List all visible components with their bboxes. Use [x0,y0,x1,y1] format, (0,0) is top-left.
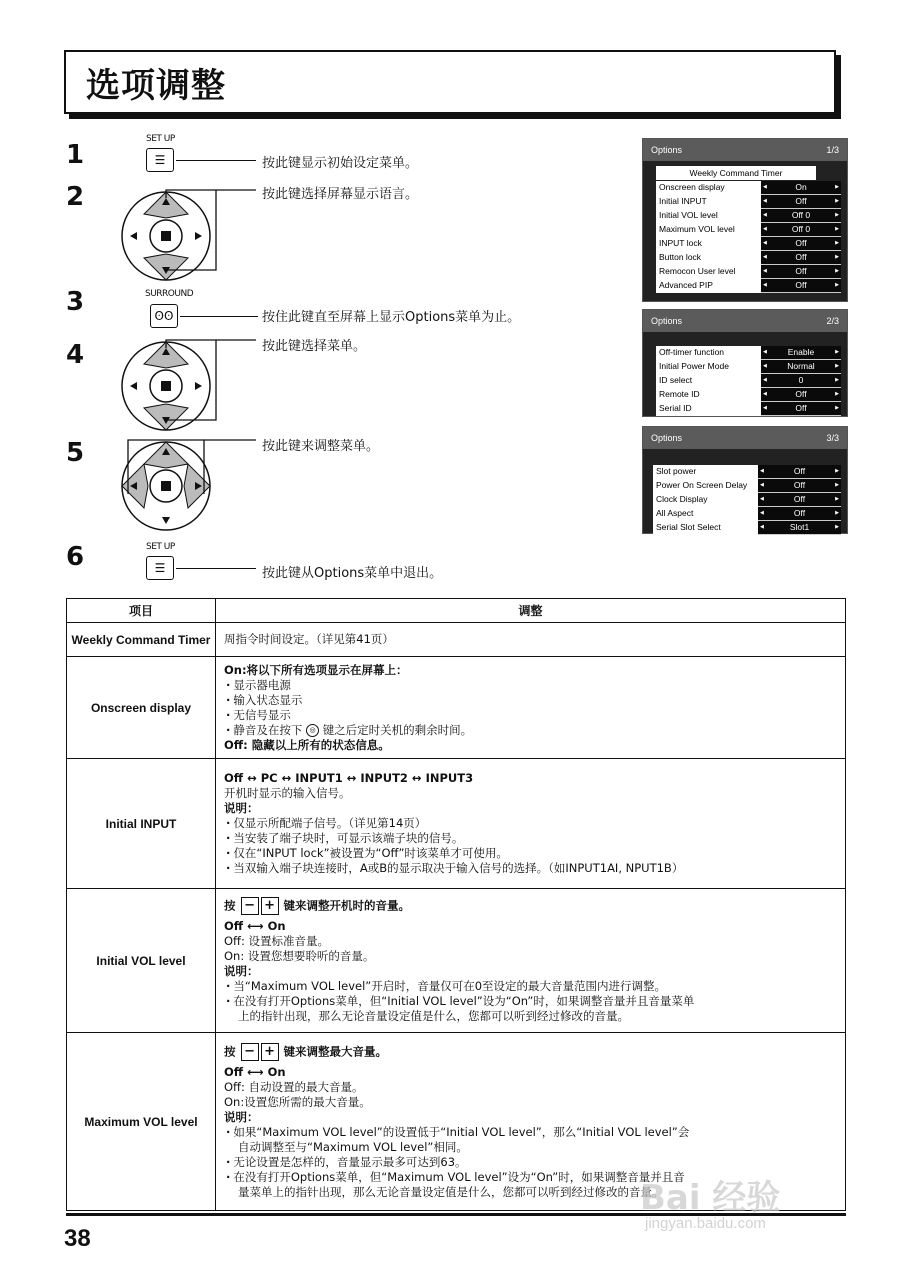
menu-feature-row[interactable]: Weekly Command Timer [656,166,841,180]
options-menu-page-3 [642,426,848,534]
menu-row[interactable]: Button lock ◀ Off ▶ [656,251,841,265]
menu-title: Options [651,316,683,326]
setup-button-label: SET UP [146,134,175,144]
menu-row[interactable]: Remocon User level ◀ Off ▶ [656,265,841,279]
step-number-3: 3 [66,287,85,317]
menu-row[interactable]: Off-timer function ◀ Enable ▶ [656,346,841,360]
leader-line [176,568,256,569]
vol-minus-icon: − [241,897,259,915]
menu-row[interactable]: Advanced PIP ◀ Off ▶ [656,279,841,293]
page-title: 选项调整 [86,66,226,106]
menu-page-indicator: 1/3 [826,145,839,155]
step-number-1: 1 [66,140,85,170]
menu-row[interactable]: Serial ID ◀ Off ▶ [656,402,841,416]
row-desc-max-vol: 按 − + 键来调整最大音量。 Off ⟷ On Off: 自动设置的最大音量。 On:设置您所需的最大音量。 说明： · 如果“Maximum VOL level”的设置低于“Initial VOL level”，那么“Initial VOL level”会 自动调整至与“Maximum VOL level”相同。 · 无论设置是怎样的，音量显示最多可达到63。 · 在没有打开Options菜单，但“Maximum VOL level”设为“On”时，如果调整音量并且音 量菜单上的指针出现，那么无论音量设定值是什么，您都可以听到经过修改的音量。 [216,1033,846,1211]
row-desc-initial-input: Off ↔ PC ↔ INPUT1 ↔ INPUT2 ↔ INPUT3 开机时显示的输入信号。 说明： · 仅显示所配端子信号。（详见第14页） · 当安装了端子块时，可显示该端子块的信号。 · 仅在“INPUT lock”被设置为“Off”时该菜单才可使用。 · 当双输入端子块连接时，A或B的显示取决于输入信号的选择。（如INPUT1AI, NPUT1B） [216,759,846,889]
menu-row[interactable]: Maximum VOL level ◀ Off 0 ▶ [656,223,841,237]
table-row [67,623,846,657]
row-item-onscreen: Onscreen display [67,657,216,759]
row-desc-initial-vol: 按 − + 键来调整开机时的音量。 Off ⟷ On Off: 设置标准音量。 On: 设置您想要聆听的音量。 说明： · 当“Maximum VOL level”开启时，音量仅可在0至设定的最大音量范围内进行调整。 · 在没有打开Options菜单，但“Initial VOL level”设为“On”时，如果调整音量并且音量菜单 上的指针出现，那么无论音量设定值是什么，您都可以听到经过修改的音量。 [216,889,846,1033]
table-row [67,889,846,1033]
menu-row[interactable]: Power On Screen Delay ◀ Off ▶ [653,479,841,493]
watermark-url: jingyan.baidu.com [645,1215,766,1232]
menu-row[interactable]: Initial Power Mode ◀ Normal ▶ [656,360,841,374]
direction-pad-icon [118,178,258,288]
table-header-adjust: 调整 [216,599,846,623]
options-menu-page-1 [642,138,848,302]
table-row [67,657,846,759]
vol-plus-icon: + [261,897,279,915]
setup-button-icon: ☰ [146,148,174,172]
surround-button-icon: ʘʘ [150,304,178,328]
leader-line [176,160,256,161]
step-4-instruction: 按此键选择菜单。 [262,339,367,354]
row-item-initial-vol: Initial VOL level [67,889,216,1033]
step-number-6: 6 [66,542,85,572]
setup-button-label: SET UP [146,542,175,552]
menu-row[interactable]: Serial Slot Select ◀ Slot1 ▶ [653,521,841,535]
row-item-max-vol: Maximum VOL level [67,1033,216,1211]
recall-button-icon: ◎ [306,724,319,737]
vol-minus-icon: − [241,1043,259,1061]
menu-row[interactable]: Slot power ◀ Off ▶ [653,465,841,479]
menu-header [643,427,847,449]
step-3-instruction: 按住此键直至屏幕上显示Options菜单为止。 [262,310,521,325]
step-2-instruction: 按此键选择屏幕显示语言。 [262,187,419,202]
step-5-instruction: 按此键来调整菜单。 [262,439,380,454]
menu-header [643,310,847,332]
row-desc-weekly: 周指令时间设定。（详见第41页） [216,623,846,657]
step-number-2: 2 [66,182,85,212]
vol-plus-icon: + [261,1043,279,1061]
menu-row[interactable]: Remote ID ◀ Off ▶ [656,388,841,402]
options-table [66,598,846,1211]
page-number: 38 [64,1225,91,1252]
menu-page-indicator: 2/3 [826,316,839,326]
direction-pad-icon [118,434,258,534]
footer-divider [66,1213,846,1216]
menu-title: Options [651,433,683,443]
menu-row[interactable]: INPUT lock ◀ Off ▶ [656,237,841,251]
step-1-instruction: 按此键显示初始设定菜单。 [262,156,419,171]
title-box [64,50,836,114]
table-header-row [67,599,846,623]
menu-page-indicator: 3/3 [826,433,839,443]
leader-line [180,316,258,317]
step-6-instruction: 按此键从Options菜单中退出。 [262,566,443,581]
surround-button-label: SURROUND [145,289,194,299]
options-menu-page-2 [642,309,848,417]
setup-button-icon: ☰ [146,556,174,580]
menu-row[interactable]: Initial INPUT ◀ Off ▶ [656,195,841,209]
table-row [67,759,846,889]
step-number-4: 4 [66,340,85,370]
row-item-weekly: Weekly Command Timer [67,623,216,657]
table-header-item: 项目 [67,599,216,623]
menu-row[interactable]: Clock Display ◀ Off ▶ [653,493,841,507]
menu-row[interactable]: All Aspect ◀ Off ▶ [653,507,841,521]
menu-row[interactable]: Onscreen display ◀ On ▶ [656,181,841,195]
menu-row[interactable]: Initial VOL level ◀ Off 0 ▶ [656,209,841,223]
menu-row[interactable]: ID select ◀ 0 ▶ [656,374,841,388]
menu-title: Options [651,145,683,155]
row-item-initial-input: Initial INPUT [67,759,216,889]
step-number-5: 5 [66,438,85,468]
watermark: Bai 经验 [640,1178,781,1218]
menu-header [643,139,847,161]
direction-pad-icon [118,334,258,444]
row-desc-onscreen: On:将以下所有选项显示在屏幕上： · 显示器电源 · 输入状态显示 · 无信号显示 · 静音及在按下 ◎ 键之后定时关机的剩余时间。 Off: 隐藏以上所有的状态信息。 [216,657,846,759]
